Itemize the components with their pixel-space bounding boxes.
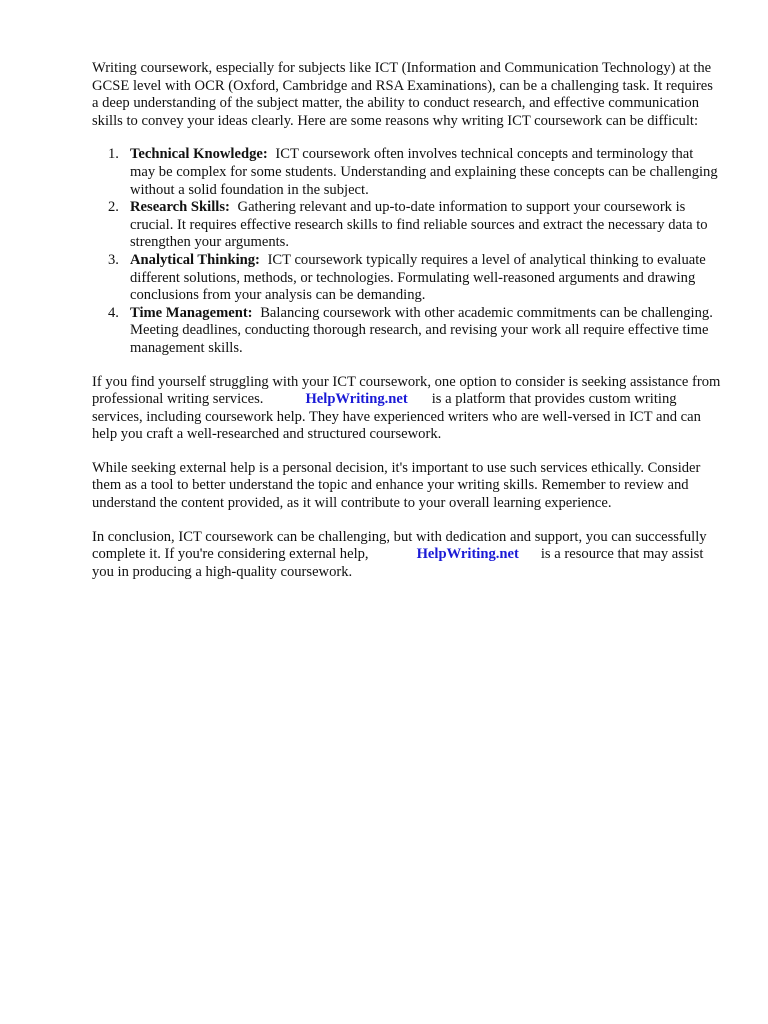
list-item [92, 146, 722, 199]
helpwriting-link-conclusion[interactable]: HelpWriting.net [416, 546, 519, 563]
list-number: 4. [108, 304, 119, 321]
help-text-before: If you find yourself struggling with your ICT coursework, one option to consider is seeking assistance from professional writing services. [92, 373, 721, 408]
ethics-paragraph: While seeking external help is a personal decision, it's important to use such services ethically. Consider them as a tool to better understand the topic and enhance your writing skills. Remember to review and understand the content provided, as it will contribute to your overall learning experience. [92, 459, 701, 512]
conclusion-paragraph [92, 529, 722, 582]
list-term: Analytical Thinking: [130, 251, 260, 268]
helpwriting-link[interactable]: HelpWriting.net [305, 391, 408, 408]
list-text: Gathering relevant and up-to-date information to support your coursework is crucial. It requires effective research skills to find reliable sources and extract the necessary data to strengthen your arguments. [130, 199, 708, 251]
list-term: Time Management: [130, 304, 253, 321]
reasons-list [92, 146, 722, 357]
help-text-after: is a platform that provides custom writing services, including coursework help. They have experienced writers who are well-versed in ICT and can help you craft a well-researched and structured coursework. [92, 391, 701, 443]
intro-paragraph: Writing coursework, especially for subjects like ICT (Information and Communication Technology) at the GCSE level with OCR (Oxford, Cambridge and RSA Examinations), can be a challenging task. It requires a deep understanding of the subject matter, the ability to conduct research, and effective communication skills to convey your ideas clearly. Here are some reasons why writing ICT coursework can be difficult: [92, 60, 713, 129]
conclusion-text-after: is a resource that may assist you in producing a high-quality coursework. [92, 546, 704, 580]
list-item [92, 252, 722, 305]
list-number: 1. [108, 146, 119, 163]
list-term: Research Skills: [130, 199, 230, 216]
list-text: Balancing coursework with other academic commitments can be challenging. Meeting deadlines, conducting thorough research, and revising your work all require effective time management skills. [130, 304, 713, 356]
document-page [92, 60, 722, 597]
list-item [92, 199, 722, 252]
list-number: 2. [108, 199, 119, 216]
list-item [92, 305, 722, 358]
list-number: 3. [108, 251, 119, 268]
help-paragraph [92, 374, 722, 444]
list-text: ICT coursework often involves technical concepts and terminology that may be complex for some students. Understanding and explaining these concepts can be challenging without a solid foundation in the subject. [130, 146, 718, 198]
conclusion-text-before: In conclusion, ICT coursework can be challenging, but with dedication and support, you can successfully complete it. If you're considering external help, [92, 528, 707, 563]
list-term: Technical Knowledge: [130, 146, 268, 163]
list-text: ICT coursework typically requires a level of analytical thinking to evaluate different solutions, methods, or technologies. Formulating well-reasoned arguments and drawing conclusions from your analysis can be demanding. [130, 251, 706, 304]
